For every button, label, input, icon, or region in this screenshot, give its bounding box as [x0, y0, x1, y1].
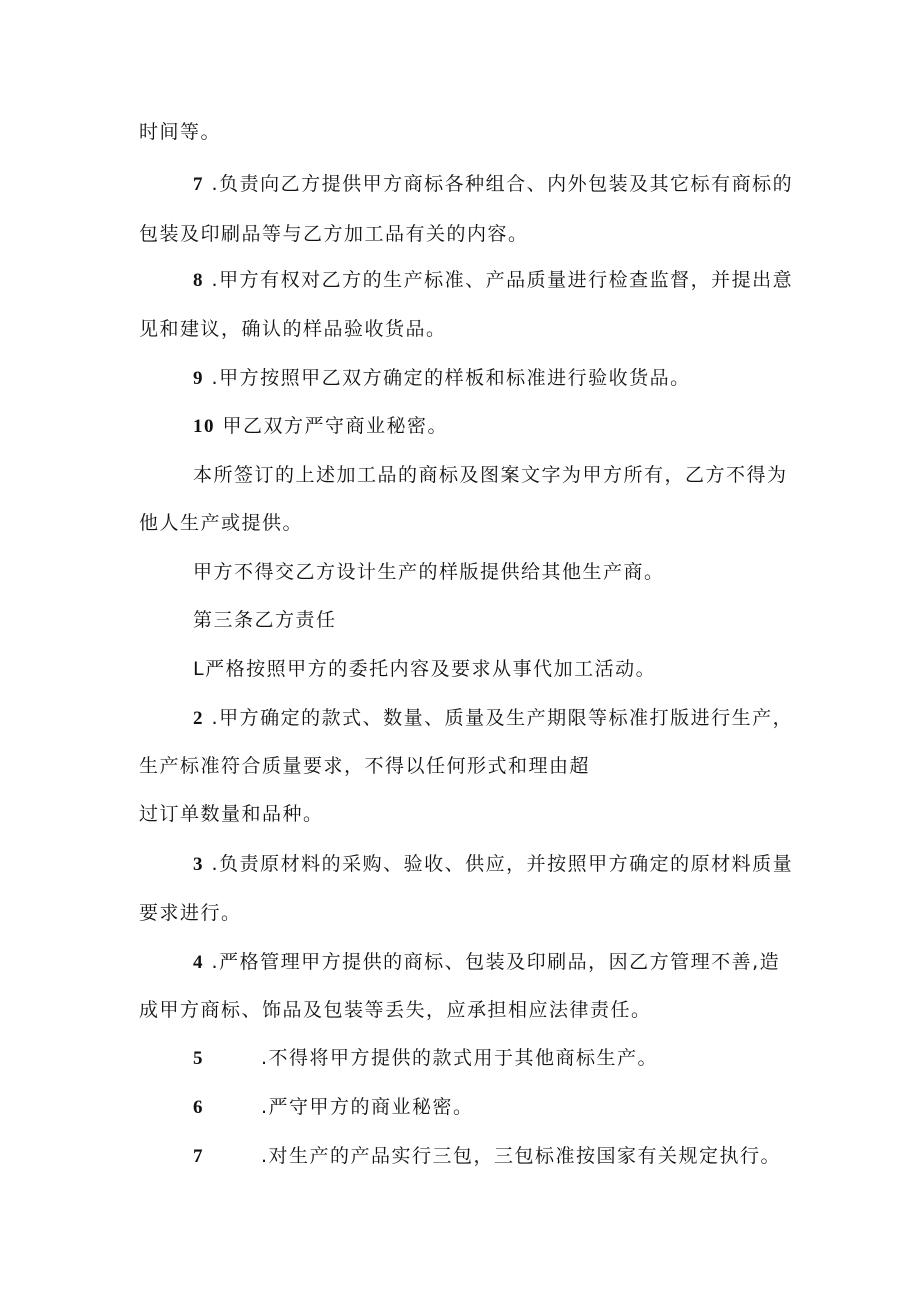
clause-text: .甲方确定的款式、数量、质量及生产期限等标准打版进行生产，: [204, 707, 794, 729]
text-line: [193, 560, 665, 584]
clause-text: .甲方有权对乙方的生产标准、产品质量进行检查监督，并提出意: [204, 269, 794, 291]
line-text: 甲方不得交乙方设计生产的样版提供给其他生产商。: [193, 561, 665, 583]
text-line: [139, 754, 590, 778]
line-text: 生产标准符合质量要求，不得以任何形式和理由超: [139, 755, 591, 777]
text-line: [139, 511, 303, 535]
clause-text: L严格按照甲方的委托内容及要求从事代加工活动。: [193, 658, 657, 680]
text-line: [139, 901, 242, 925]
clause-item-3: [193, 852, 793, 877]
clause-item-4: [193, 950, 780, 975]
clause-text: .负责向乙方提供甲方商标各种组合、内外包装及其它标有商标的: [204, 173, 794, 195]
clause-item-6: [193, 1095, 474, 1120]
text-line: [139, 802, 324, 826]
clause-number: 8: [193, 270, 204, 291]
clause-item-7b: [193, 1144, 781, 1169]
clause-text: .严格管理甲方提供的商标、包装及印刷品，因乙方管理不善,造: [204, 951, 781, 973]
text-line: [139, 998, 652, 1022]
clause-number: 9: [193, 368, 204, 389]
clause-text: .对生产的产品实行三包，三包标准按国家有关规定执行。: [261, 1145, 782, 1167]
clause-item-8: [193, 268, 793, 293]
text-line: [139, 120, 221, 144]
clause-number: 2: [193, 708, 204, 729]
line-text: 过订单数量和品种。: [139, 803, 324, 825]
line-text: 成甲方商标、饰品及包装等丢失，应承担相应法律责任。: [139, 999, 652, 1021]
section-heading: [193, 608, 337, 632]
line-text: 时间等。: [139, 121, 222, 143]
clause-text: .严守甲方的商业秘密。: [261, 1096, 474, 1118]
clause-item-5: [193, 1046, 658, 1071]
text-line: [139, 222, 529, 246]
clause-item-7: [193, 172, 793, 197]
clause-number: 7: [193, 1146, 204, 1167]
section-heading-text: 第三条乙方责任: [193, 609, 337, 631]
clause-text: .不得将甲方提供的款式用于其他商标生产。: [261, 1047, 659, 1069]
line-text: 见和建议，确认的样品验收货品。: [139, 318, 447, 340]
clause-number: 6: [193, 1097, 204, 1118]
text-line: [193, 463, 788, 487]
clause-item-2: [193, 706, 793, 731]
line-text: 包装及印刷品等与乙方加工品有关的内容。: [139, 223, 529, 245]
clause-number: 4: [193, 952, 204, 973]
line-text: 他人生产或提供。: [139, 512, 304, 534]
clause-text: 甲乙双方严守商业秘密。: [215, 415, 449, 437]
clause-text: .甲方按照甲乙双方确定的样板和标准进行验收货品。: [204, 367, 691, 389]
clause-item-1: [193, 657, 656, 681]
clause-number: 3: [193, 854, 204, 875]
clause-item-10: [193, 414, 448, 439]
clause-number: 5: [193, 1048, 204, 1069]
clause-number: 7: [193, 174, 204, 195]
clause-text: .负责原材料的采购、验收、供应，并按照甲方确定的原材料质量: [204, 853, 794, 875]
clause-item-9: [193, 366, 691, 391]
line-text: 本所签订的上述加工品的商标及图案文字为甲方所有，乙方不得为: [193, 464, 788, 486]
clause-number: 10: [193, 416, 215, 437]
line-text: 要求进行。: [139, 902, 242, 924]
text-line: [139, 317, 447, 341]
